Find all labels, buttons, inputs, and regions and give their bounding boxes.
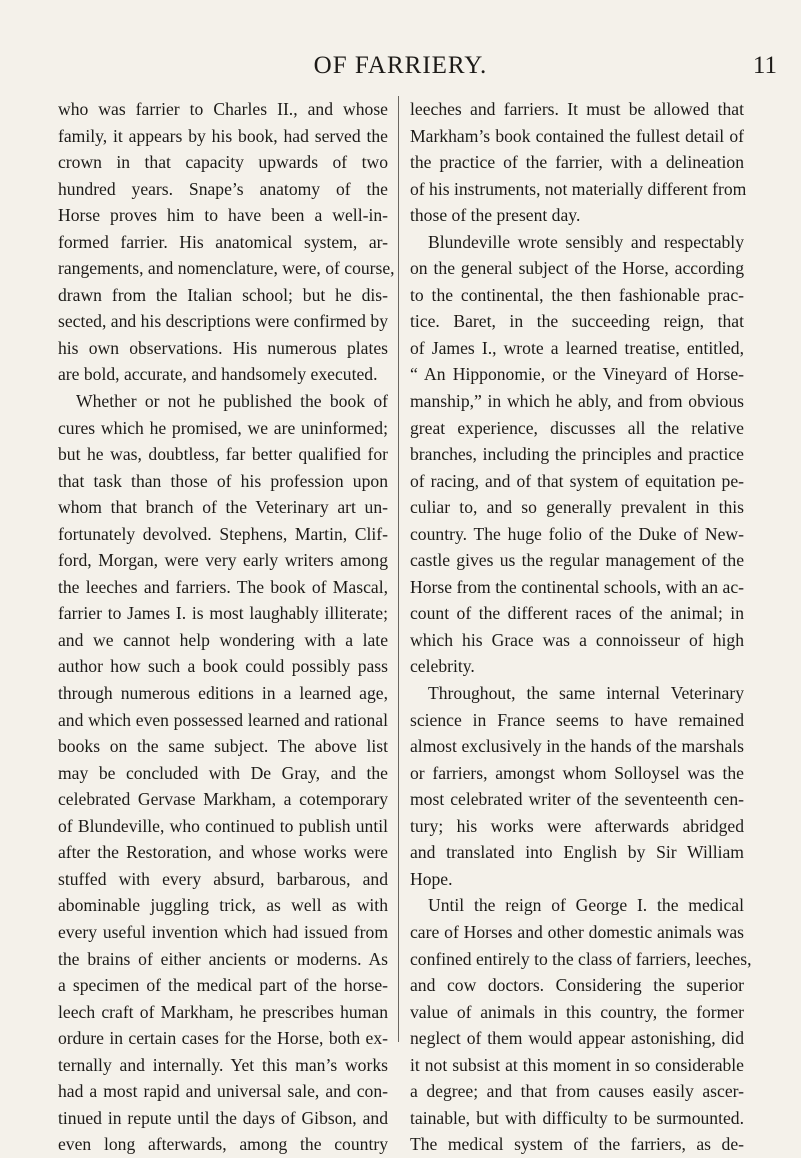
text-line: leeches and farriers. It must be allowed that: [410, 99, 744, 119]
text-line: fortunately devolved. Stephens, Martin, Clif-: [58, 523, 388, 544]
text-line: great experience, discusses all the relative: [410, 417, 744, 438]
text-line: celebrity.: [410, 656, 475, 677]
text-line: Markham’s book contained the fullest detail of: [410, 125, 744, 146]
text-line: “ An Hipponomie, or the Vineyard of Horse-: [410, 364, 744, 385]
running-head: OF FARRIERY.: [313, 52, 488, 79]
text-line: sected, and his descriptions were confirmed by: [58, 311, 388, 332]
text-line: country. The huge folio of the Duke of New-: [410, 523, 744, 544]
text-line: the brains of either ancients or moderns. As: [58, 948, 388, 969]
text-line: whom that branch of the Veterinary art un-: [58, 497, 388, 518]
text-line: cures which he promised, we are uninformed;: [58, 417, 388, 438]
text-line: those of the present day.: [410, 205, 581, 226]
text-line: are bold, accurate, and handsomely executed.: [58, 364, 378, 385]
text-line: author how such a book could possibly pass: [58, 656, 388, 677]
text-line: manship,” in which he ably, and from obvious: [410, 391, 744, 412]
text-line: branches, including the principles and practice: [410, 444, 744, 465]
text-line: tice. Baret, in the succeeding reign, that: [410, 311, 744, 332]
page-number: 11: [752, 52, 777, 79]
text-line: crown in that capacity upwards of two: [58, 152, 388, 173]
text-line: confined entirely to the class of farriers, leeches,: [410, 948, 752, 969]
text-line: drawn from the Italian school; but he dis-: [58, 284, 388, 305]
text-line: Horse proves him to have been a well-in-: [58, 205, 388, 226]
text-line: count of the different races of the animal; in: [410, 603, 744, 624]
text-line: or farriers, amongst whom Solloysel was the: [410, 762, 744, 783]
text-line: Hope.: [410, 868, 453, 889]
text-line: of racing, and of that system of equitation pe-: [410, 470, 744, 491]
text-line: but he was, doubtless, far better qualified for: [58, 444, 388, 465]
text-line: of Blundeville, who continued to publish until: [58, 815, 388, 836]
text-line: had a most rapid and universal sale, and con-: [58, 1081, 388, 1102]
text-line: hundred years. Snape’s anatomy of the: [58, 178, 388, 199]
text-line: ternally and internally. Yet this man’s works: [58, 1054, 388, 1075]
text-line: it not subsist at this moment in so considerable: [410, 1054, 744, 1075]
text-line: leech craft of Markham, he prescribes human: [58, 1001, 388, 1022]
text-line: most celebrated writer of the seventeenth cen-: [410, 789, 744, 810]
text-line: farrier to James I. is most laughably illiterate;: [58, 603, 388, 624]
text-line: ford, Morgan, were very early writers among: [58, 550, 388, 571]
text-line: which his Grace was a connoisseur of high: [410, 629, 744, 650]
text-line: every useful invention which had issued from: [58, 921, 388, 942]
text-line: tainable, but with difficulty to be surmounted.: [410, 1107, 744, 1128]
text-line: neglect of them would appear astonishing, did: [410, 1028, 744, 1049]
text-line: and we cannot help wondering with a late: [58, 629, 388, 650]
text-line: castle gives us the regular management of the: [410, 550, 744, 571]
right-column: [410, 96, 752, 1158]
text-line: and translated into English by Sir William: [410, 842, 744, 863]
text-line: a degree; and that from causes easily ascer-: [410, 1081, 744, 1102]
text-line: Horse from the continental schools, with an ac-: [410, 576, 744, 597]
text-line: Blundeville wrote sensibly and respectably: [428, 231, 744, 252]
text-line: abominable juggling trick, as well as with: [58, 895, 388, 916]
text-line: value of animals in this country, the former: [410, 1001, 744, 1022]
text-line: and which even possessed learned and rational: [58, 709, 388, 730]
text-line: culiar to, and so generally prevalent in this: [410, 497, 744, 518]
text-line: stuffed with every absurd, barbarous, and: [58, 868, 388, 889]
text-line: rangements, and nomenclature, were, of course,: [58, 258, 395, 279]
text-line: even long afterwards, among the country: [58, 1134, 388, 1155]
text-line: the practice of the farrier, with a delineation: [410, 152, 744, 173]
text-line: on the general subject of the Horse, according: [410, 258, 744, 279]
text-line: Throughout, the same internal Veterinary: [428, 683, 744, 704]
text-line: tury; his works were afterwards abridged: [410, 815, 744, 836]
text-line: that task than those of his profession upon: [58, 470, 388, 491]
text-line: celebrated Gervase Markham, a cotemporary: [58, 789, 388, 810]
text-line: almost exclusively in the hands of the marshals: [410, 736, 744, 757]
text-line: who was farrier to Charles II., and whose: [58, 99, 388, 119]
page-header: [0, 52, 801, 86]
text-line: a specimen of the medical part of the horse-: [58, 975, 388, 996]
text-line: the leeches and farriers. The book of Mascal,: [58, 576, 388, 597]
text-line: Until the reign of George I. the medical: [428, 895, 744, 916]
left-column: [58, 96, 395, 1158]
text-line: care of Horses and other domestic animals was: [410, 921, 744, 942]
text-line: may be concluded with De Gray, and the: [58, 762, 388, 783]
text-line: to the continental, the then fashionable prac-: [410, 284, 744, 305]
text-line: Whether or not he published the book of: [76, 391, 388, 412]
text-line: of his instruments, not materially different from: [410, 178, 747, 199]
text-line: tinued in repute until the days of Gibson, and: [58, 1107, 388, 1128]
text-line: The medical system of the farriers, as de-: [410, 1134, 744, 1155]
text-line: his own observations. His numerous plates: [58, 337, 388, 358]
text-line: science in France seems to have remained: [410, 709, 744, 730]
text-line: and cow doctors. Considering the superior: [410, 975, 744, 996]
text-line: through numerous editions in a learned age,: [58, 683, 388, 704]
text-line: of James I., wrote a learned treatise, entitled,: [410, 337, 744, 358]
column-divider: [398, 96, 399, 1042]
text-line: ordure in certain cases for the Horse, both ex-: [58, 1028, 388, 1049]
text-line: formed farrier. His anatomical system, ar-: [58, 231, 388, 252]
text-line: after the Restoration, and whose works were: [58, 842, 388, 863]
text-line: family, it appears by his book, had served the: [58, 125, 388, 146]
text-line: books on the same subject. The above list: [58, 736, 388, 757]
